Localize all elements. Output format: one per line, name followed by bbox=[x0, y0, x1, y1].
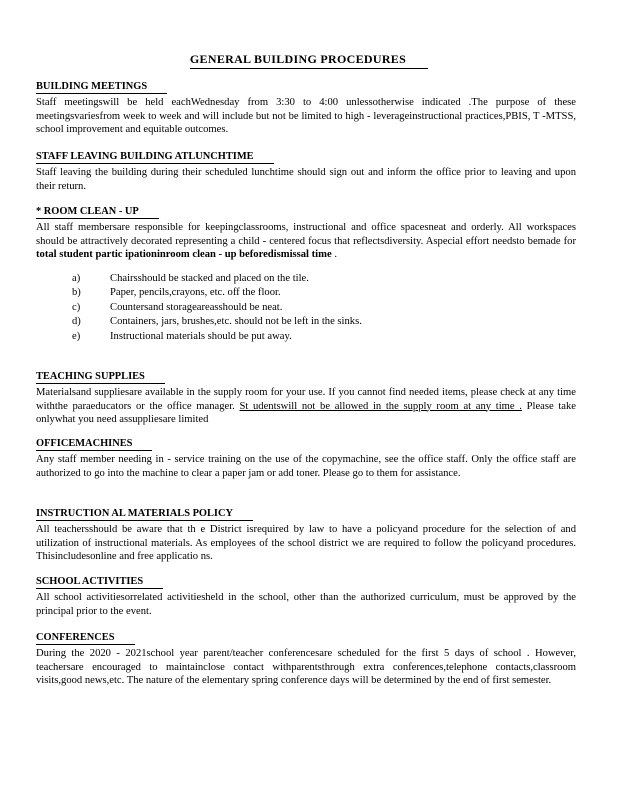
list-item: a) Chairsshould be stacked and placed on the tile. bbox=[72, 272, 309, 284]
section-body: All school activitiesorrelated activitiesheld in the school, other than the authorized curriculum, must be approved by the principal prior to the event. bbox=[36, 592, 576, 617]
section-office-machines bbox=[36, 437, 576, 480]
page-title: GENERAL BUILDING PROCEDURES bbox=[0, 52, 618, 69]
supplies-warning: St udentswill not be allowed in the supply room at any time . bbox=[239, 400, 522, 412]
section-body: Any staff member needing in - service training on the use of the copymachine, see the office staff. Only the office staff are authorized to go into the machine to clear a paper jam or add toner. Please go to them for assistance. bbox=[36, 454, 576, 479]
section-staff-lunchtime bbox=[36, 150, 576, 193]
section-heading: * ROOM CLEAN - UP bbox=[36, 206, 159, 219]
section-body: All staff membersare responsible for keepingclassrooms, instructional and office spacesneat and orderly. All workspaces should be attractively decorated representing a child - centered focus that reflectsdiversity. Aspecial effort needsto bemade for total student partic ipationinroom clean - up beforedismissal time . bbox=[36, 222, 576, 260]
section-heading: BUILDING MEETINGS bbox=[36, 81, 167, 94]
section-body: Materialsand suppliesare available in the supply room for your use. If you cannot find needed items, please check at any time withthe paraeducators or the office manager. St udentswill not be allowed in the supply room at any time . Please take onlywhat you need assuppliesare limited bbox=[36, 387, 576, 425]
list-item: c) Countersand storageareasshould be neat. bbox=[72, 301, 283, 313]
section-body: Staff leaving the building during their scheduled lunchtime should sign out and inform the office prior to leaving and upon their return. bbox=[36, 167, 576, 192]
section-building-meetings bbox=[36, 80, 576, 137]
section-heading: TEACHING SUPPLIES bbox=[36, 371, 165, 384]
section-heading: INSTRUCTION AL MATERIALS POLICY bbox=[36, 508, 253, 521]
section-conferences bbox=[36, 631, 576, 688]
list-item: e) Instructional materials should be put away. bbox=[72, 330, 292, 342]
list-item: d) Containers, jars, brushes,etc. should not be left in the sinks. bbox=[72, 316, 362, 327]
section-body: Staff meetingswill be held eachWednesday from 3:30 to 4:00 unlessotherwise indicated .The purpose of these meetingsvariesfrom week to week and will include but not be limited to high - leverageinstructional practices,PBIS, T -MTSS, school improvement and equitable outcomes. bbox=[36, 97, 576, 135]
section-heading: OFFICEMACHINES bbox=[36, 438, 152, 451]
cleanup-list bbox=[36, 272, 576, 345]
section-instructional-materials bbox=[36, 507, 576, 564]
section-room-cleanup bbox=[36, 205, 576, 344]
section-teaching-supplies bbox=[36, 370, 576, 427]
section-school-activities bbox=[36, 575, 576, 618]
section-heading: CONFERENCES bbox=[36, 632, 135, 645]
section-heading: SCHOOL ACTIVITIES bbox=[36, 576, 163, 589]
cleanup-emphasis: total student partic ipationinroom clean - up beforedismissal time bbox=[36, 249, 332, 260]
section-body: All teachersshould be aware that th e District isrequired by law to have a policyand procedure for the selection of and utilization of instructional materials. As employees of the school district we are required to follow the policyand procedures. Thisincludesonline and free applicatio ns. bbox=[36, 524, 576, 562]
section-body: During the 2020 - 2021school year parent/teacher conferencesare scheduled for the first 5 days of school . However, teachersare encouraged to maintainclose contact withparentsthrough extra conferences,telephone contacts,classroom visits,good news,etc. The nature of the elementary spring conference days will be determined by the end of first semester. bbox=[36, 648, 576, 686]
list-item: b) Paper, pencils,crayons, etc. off the floor. bbox=[72, 287, 281, 298]
section-heading: STAFF LEAVING BUILDING ATLUNCHTIME bbox=[36, 151, 274, 164]
